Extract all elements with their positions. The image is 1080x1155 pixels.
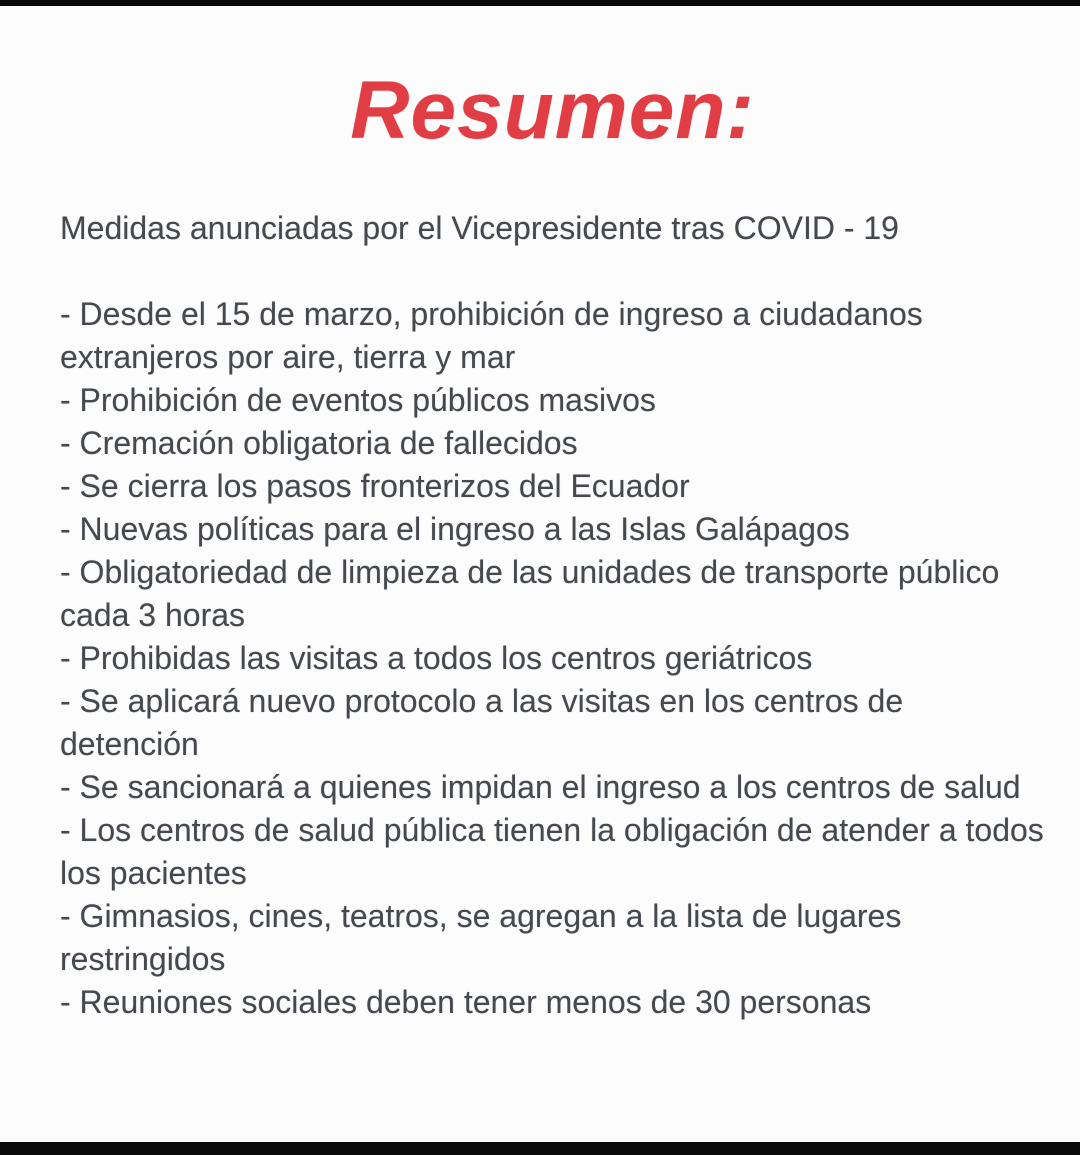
measure-item: - Los centros de salud pública tienen la obligación de atender a todos los pacientes (60, 812, 1044, 891)
measure-item: - Prohibidas las visitas a todos los centros geriátricos (60, 640, 813, 676)
measure-item: - Cremación obligatoria de fallecidos (60, 425, 578, 461)
bottom-letterbox-bar (0, 1142, 1080, 1155)
measure-item: - Se aplicará nuevo protocolo a las visitas en los centros de detención (60, 683, 904, 762)
measure-item: - Prohibición de eventos públicos masivos (60, 382, 656, 418)
measures-list (60, 293, 1045, 1024)
subtitle: Medidas anunciadas por el Vicepresidente tras COVID - 19 (60, 210, 899, 246)
measure-item: - Gimnasios, cines, teatros, se agregan a la lista de lugares restringidos (60, 898, 902, 977)
page-title: Resumen: (350, 65, 755, 156)
measure-item: - Nuevas políticas para el ingreso a las Islas Galápagos (60, 511, 850, 547)
measure-item: - Desde el 15 de marzo, prohibición de ingreso a ciudadanos extranjeros por aire, tierra y mar (60, 296, 923, 375)
measure-item: - Obligatoriedad de limpieza de las unidades de transporte público cada 3 horas (60, 554, 1000, 633)
measure-item: - Se cierra los pasos fronterizos del Ecuador (60, 468, 690, 504)
summary-card (0, 6, 1080, 1142)
measure-item: - Reuniones sociales deben tener menos de 30 personas (60, 984, 872, 1020)
measure-item: - Se sancionará a quienes impidan el ingreso a los centros de salud (60, 769, 1021, 805)
